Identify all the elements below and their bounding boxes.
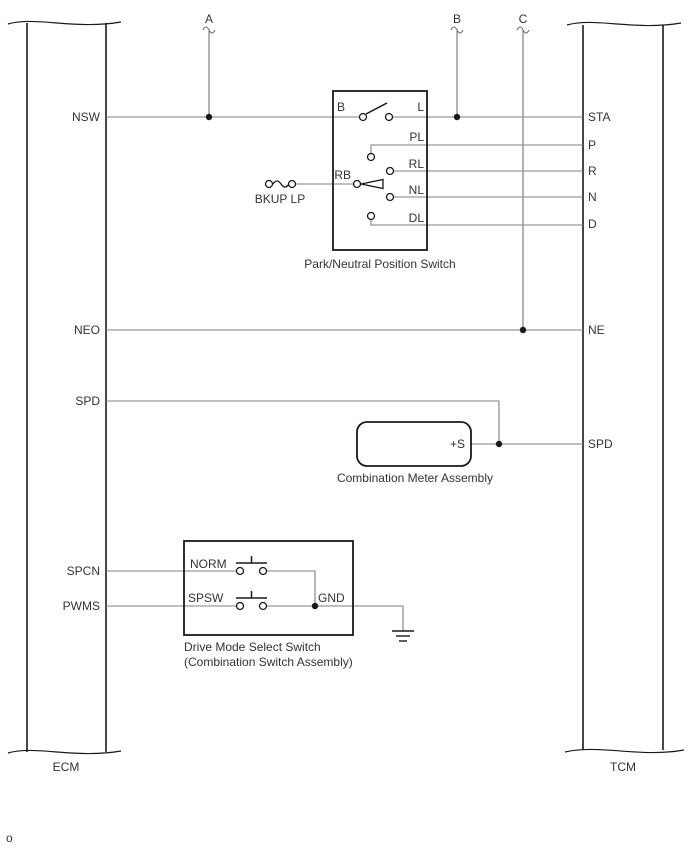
meter-terminal-label: +S [449,437,465,451]
connector-a-label: A [204,12,213,26]
drive-mode-switch-title: Drive Mode Select Switch [184,640,321,654]
tcm-pin-n: N [588,190,597,204]
drive-mode-switch-subtitle: (Combination Switch Assembly) [184,655,353,669]
junction-dot-b [454,114,460,120]
junction-dot-a [206,114,212,120]
ecm-rail-break-bottom [8,750,121,753]
spsw-pushbutton-icon [236,591,267,610]
ecm-pin-spd: SPD [75,394,100,408]
bkup-lp-icon [266,181,296,188]
bkup-lp-label: BKUP LP [254,192,306,206]
ecm-pin-nsw: NSW [72,110,100,124]
tcm-pin-p: P [588,138,597,152]
pnp-terminal-dl-label: DL [408,211,424,225]
junction-dot-c [520,327,526,333]
terminal-l [386,114,393,121]
norm-pushbutton-icon [236,556,267,575]
ground-icon [392,631,414,641]
drive-terminal-spsw-label: SPSW [188,591,224,605]
pnp-terminal-b-label: B [337,100,346,114]
ecm-pin-pwms: PWMS [62,599,100,613]
pnp-selector-lever [361,180,383,189]
tcm-pin-ne: NE [588,323,605,337]
junction-dots [206,114,526,609]
drive-mode-switch-box [184,541,353,635]
connector-b-label: B [452,12,461,26]
drive-terminal-gnd-label: GND [318,591,345,605]
tcm-pin-sta: STA [588,110,611,124]
ecm-rail [8,21,121,753]
tcm-rail [565,22,684,752]
ecm-label: ECM [52,760,80,774]
tcm-label: TCM [610,760,636,774]
terminal-b [360,114,367,121]
ecm-rail-break-top [8,21,121,24]
tcm-pin-spd: SPD [588,437,613,451]
terminal-rb [354,181,361,188]
terminal-pl [368,154,375,161]
ecm-pin-spcn: SPCN [66,564,100,578]
tcm-rail-break-top [567,22,681,25]
ecm-pin-neo: NEO [73,323,100,337]
junction-dot-spd [496,441,502,447]
pnp-terminal-rb-label: RB [334,168,351,182]
wire-gnd [267,606,403,631]
pnp-switch-title: Park/Neutral Position Switch [304,257,456,271]
meter-title: Combination Meter Assembly [336,471,494,485]
pnp-terminal-nl-label: NL [408,183,424,197]
tcm-pin-d: D [588,217,597,231]
tcm-rail-break-bottom [565,749,684,752]
connector-lines [203,27,529,330]
wire-norm-out [267,571,315,606]
page-marker: o [6,831,13,845]
wires-group [106,117,583,631]
drive-terminal-norm-label: NORM [190,557,227,571]
wire-p [371,145,583,153]
terminal-dl [368,213,375,220]
tcm-pin-r: R [588,164,597,178]
connector-c-label: C [518,12,528,26]
pnp-terminal-pl-label: PL [409,130,424,144]
pnp-terminal-rl-label: RL [408,157,424,171]
pnp-terminal-l-label: L [417,100,424,114]
